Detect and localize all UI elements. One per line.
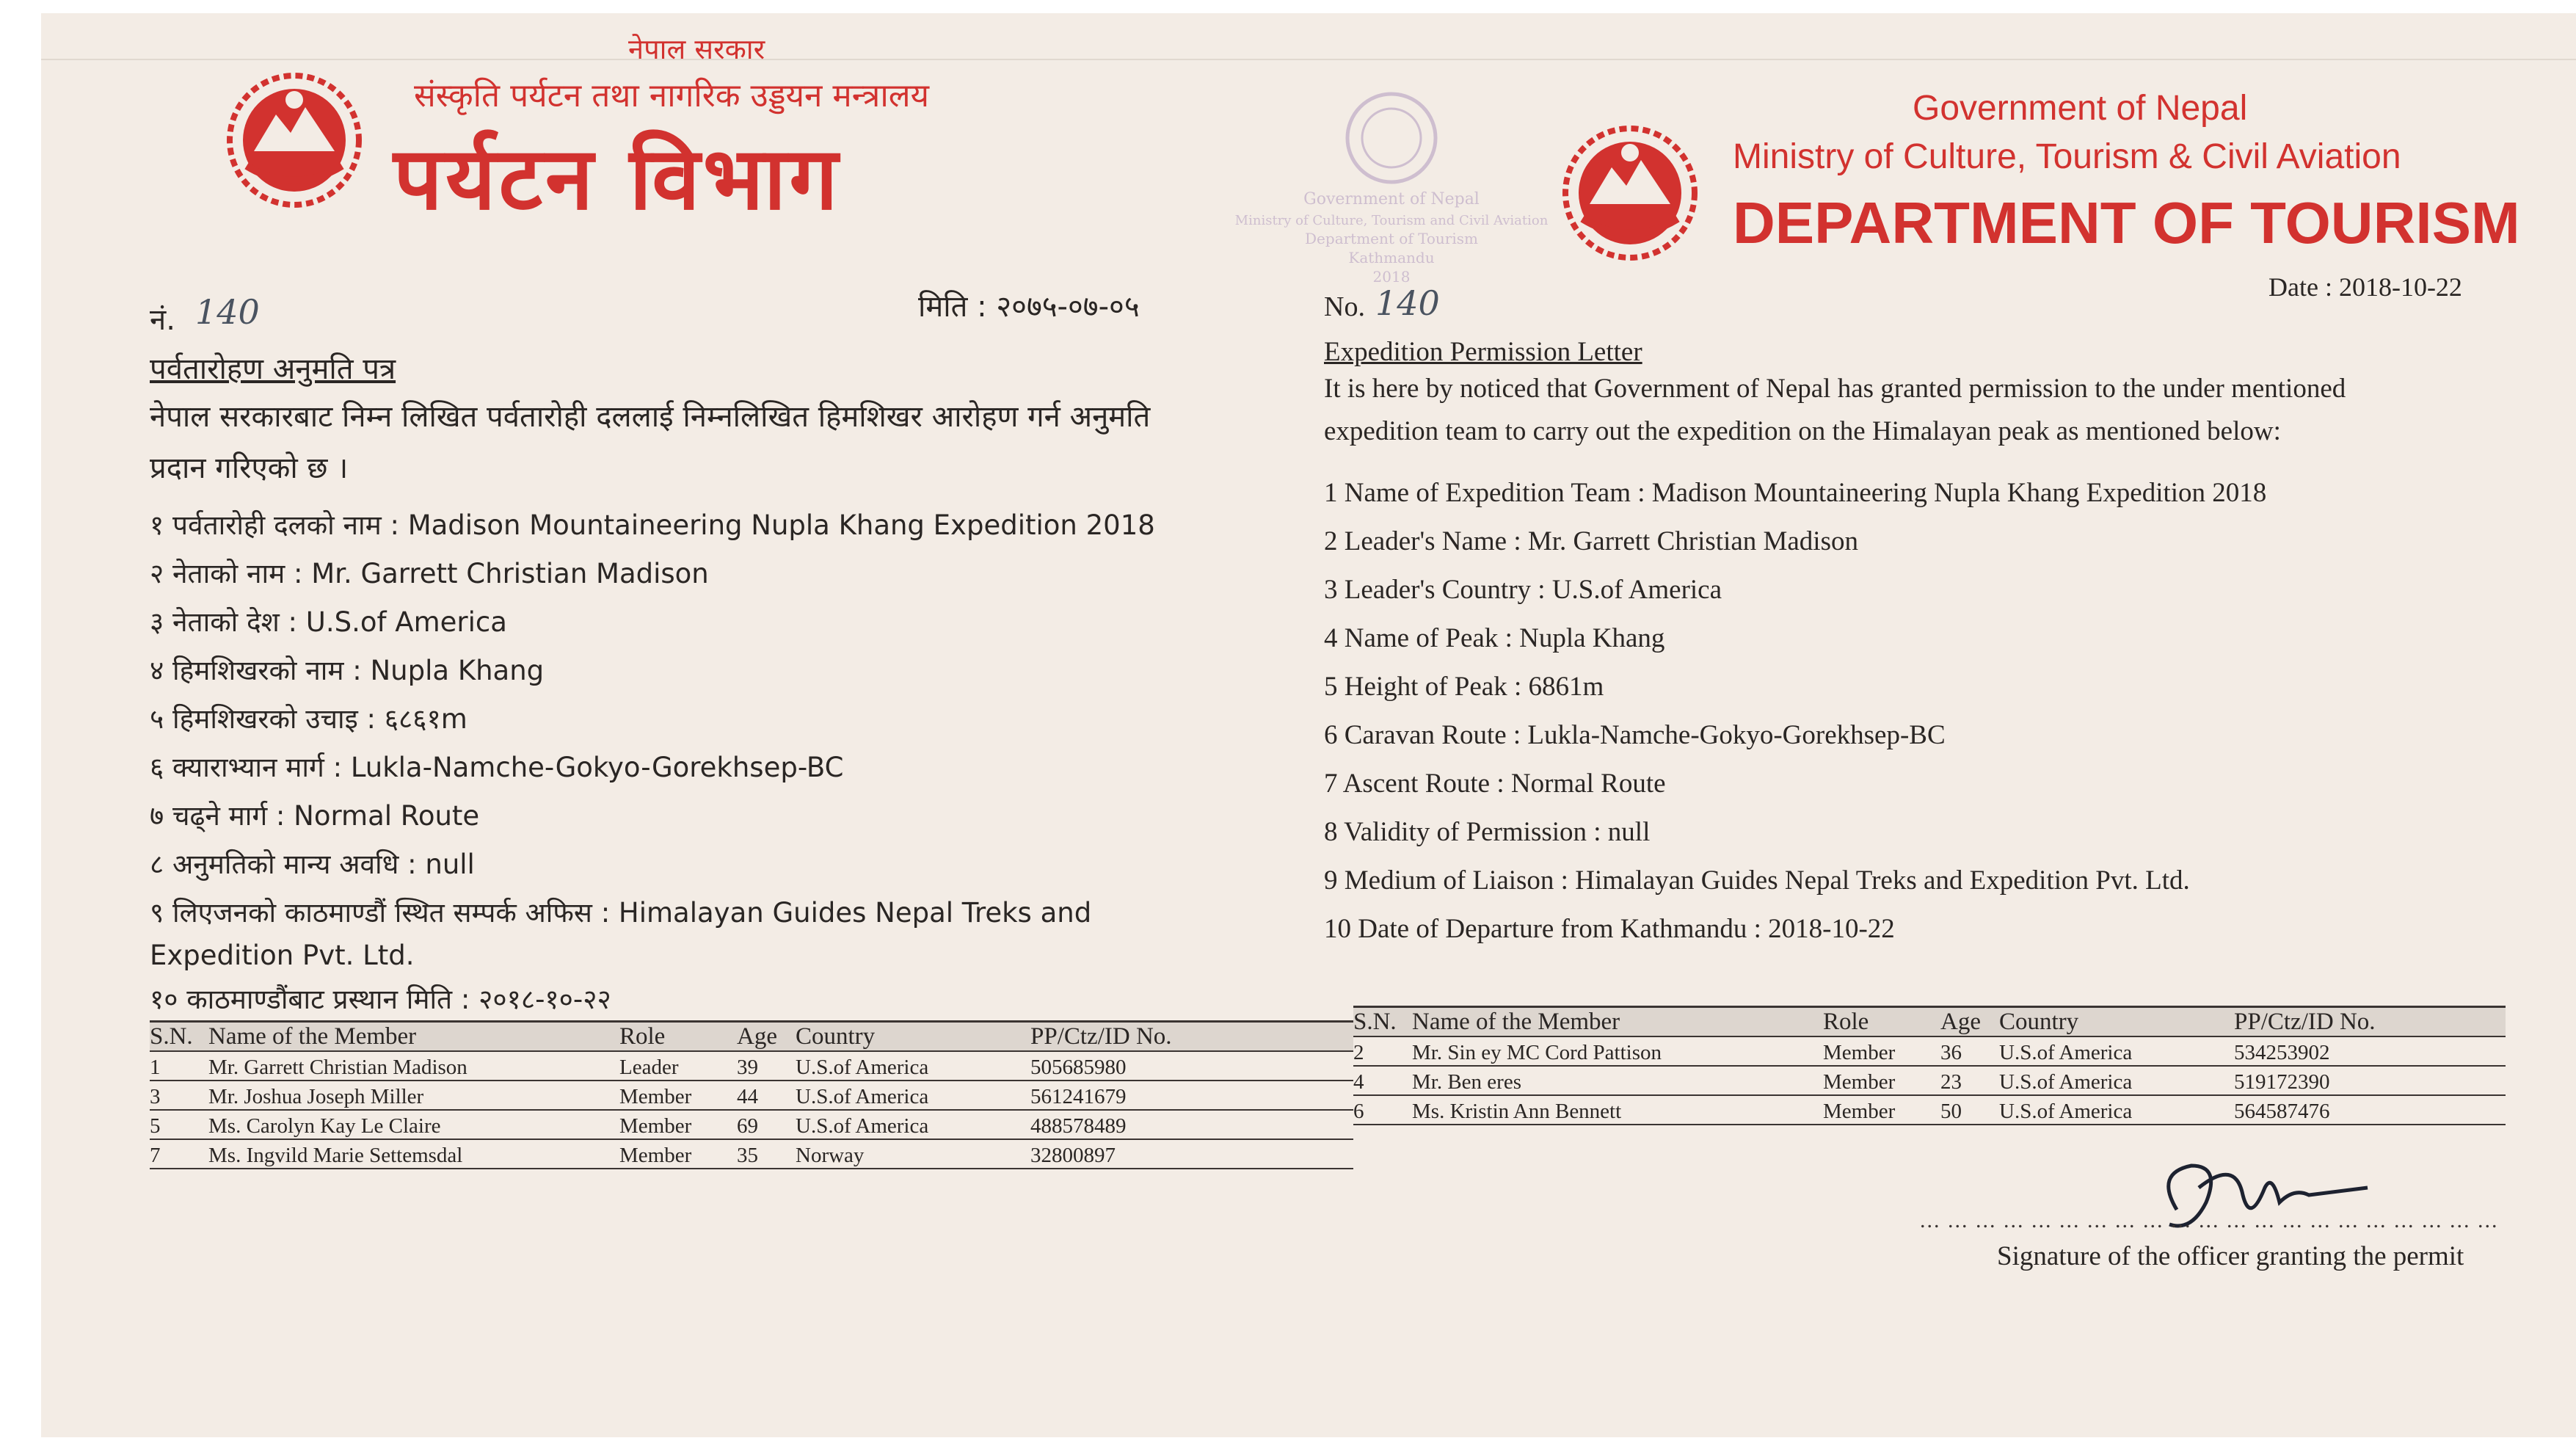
cell-id: 534253902 bbox=[2234, 1041, 2330, 1064]
np-date: मिति : २०७५-०७-०५ bbox=[918, 290, 1140, 324]
table-row bbox=[1353, 1036, 2506, 1066]
en-item: 8 Validity of Permission : null bbox=[1324, 817, 1651, 847]
en-item: 5 Height of Peak : 6861m bbox=[1324, 672, 1604, 702]
table-row bbox=[150, 1051, 1353, 1081]
cell-role: Member bbox=[619, 1144, 692, 1167]
cell-age: 50 bbox=[1940, 1100, 1962, 1123]
header-np-govt: नेपाल सरकार bbox=[628, 33, 765, 65]
en-item: 3 Leader's Country : U.S.of America bbox=[1324, 575, 1722, 605]
cell-id: 561241679 bbox=[1030, 1085, 1127, 1108]
cell-name: Mr. Sin ey MC Cord Pattison bbox=[1412, 1041, 1662, 1064]
header-np-department: पर्यटन विभाग bbox=[393, 128, 841, 229]
en-intro-line2: expedition team to carry out the expedition on the Himalayan peak as mentioned below: bbox=[1324, 416, 2281, 446]
table-header-row bbox=[1353, 1007, 2506, 1037]
cell-age: 39 bbox=[737, 1056, 758, 1079]
header-en-govt: Government of Nepal bbox=[1913, 89, 2248, 128]
np-item: १० काठमाण्डौंबाट प्रस्थान मिति : २०१८-१०-२२ bbox=[150, 984, 611, 1015]
col-header: Age bbox=[737, 1023, 777, 1050]
date-en: Date : 2018-10-22 bbox=[2268, 272, 2462, 302]
cell-role: Member bbox=[619, 1114, 692, 1138]
members-table-left bbox=[150, 1020, 1353, 1169]
en-number-label: No. bbox=[1324, 291, 1365, 322]
cell-id: 505685980 bbox=[1030, 1056, 1127, 1079]
cell-role: Member bbox=[1823, 1070, 1896, 1094]
stamp-line: Government of Nepal bbox=[1303, 190, 1480, 208]
cell-role: Member bbox=[1823, 1041, 1896, 1064]
en-intro-line1: It is here by noticed that Government of Nepal has granted permission to the under mentioned bbox=[1324, 374, 2346, 404]
cell-age: 44 bbox=[737, 1085, 758, 1108]
cell-id: 564587476 bbox=[2234, 1100, 2330, 1123]
en-item: 1 Name of Expedition Team : Madison Mountaineering Nupla Khang Expedition 2018 bbox=[1324, 478, 2267, 508]
col-header: Country bbox=[1999, 1009, 2079, 1035]
cell-country: Norway bbox=[796, 1144, 865, 1167]
nepal-emblem-icon bbox=[1560, 123, 1700, 263]
en-item: 7 Ascent Route : Normal Route bbox=[1324, 769, 1666, 799]
np-number-handwritten: 140 bbox=[195, 292, 260, 332]
col-header: PP/Ctz/ID No. bbox=[1030, 1023, 1172, 1050]
cell-name: Ms. Carolyn Kay Le Claire bbox=[208, 1114, 441, 1138]
nepal-emblem-icon bbox=[225, 70, 364, 210]
np-item: ५ हिमशिखरको उचाइ : ६८६१m bbox=[150, 703, 467, 735]
table-row bbox=[1353, 1095, 2506, 1125]
col-header: Age bbox=[1940, 1009, 1981, 1035]
cell-role: Member bbox=[619, 1085, 692, 1108]
cell-name: Mr. Garrett Christian Madison bbox=[208, 1056, 467, 1079]
cell-sn: 5 bbox=[150, 1114, 161, 1138]
office-stamp bbox=[1234, 43, 1549, 307]
cell-sn: 6 bbox=[1353, 1100, 1364, 1123]
np-intro-line2: प्रदान गरिएको छ । bbox=[150, 451, 349, 485]
np-item: ९ लिएजनको काठमाण्डौं स्थित सम्पर्क अफिस : Himalayan Guides Nepal Treks and bbox=[150, 897, 1092, 929]
table-row bbox=[150, 1139, 1353, 1169]
cell-sn: 3 bbox=[150, 1085, 161, 1108]
table-row bbox=[1353, 1066, 2506, 1095]
np-item: ३ नेताको देश : U.S.of America bbox=[150, 606, 507, 638]
cell-country: U.S.of America bbox=[1999, 1070, 2133, 1094]
cell-role: Member bbox=[1823, 1100, 1896, 1123]
np-intro-line1: नेपाल सरकारबाट निम्न लिखित पर्वतारोही दललाई निम्नलिखित हिमशिखर आरोहण गर्न अनुमति bbox=[150, 400, 1151, 434]
en-item: 4 Name of Peak : Nupla Khang bbox=[1324, 623, 1665, 653]
cell-name: Mr. Joshua Joseph Miller bbox=[208, 1085, 424, 1108]
col-header: Role bbox=[619, 1023, 666, 1050]
stamp-line: Kathmandu bbox=[1348, 249, 1435, 266]
col-header: S.N. bbox=[150, 1023, 193, 1050]
en-number-handwritten: 140 bbox=[1375, 283, 1440, 323]
en-title: Expedition Permission Letter bbox=[1324, 337, 1642, 367]
cell-country: U.S.of America bbox=[1999, 1041, 2133, 1064]
cell-name: Mr. Ben eres bbox=[1412, 1070, 1521, 1094]
cell-country: U.S.of America bbox=[796, 1056, 929, 1079]
table-row bbox=[150, 1110, 1353, 1139]
cell-country: U.S.of America bbox=[1999, 1100, 2133, 1123]
table-header-row bbox=[150, 1022, 1353, 1052]
col-header: Name of the Member bbox=[208, 1023, 417, 1050]
members-table-right bbox=[1353, 1006, 2506, 1125]
cell-age: 36 bbox=[1940, 1041, 1962, 1064]
np-item: ६ क्याराभ्यान मार्ग : Lukla-Namche-Gokyo-Gorekhsep-BC bbox=[150, 752, 844, 783]
cell-name: Ms. Kristin Ann Bennett bbox=[1412, 1100, 1622, 1123]
stamp-line: Department of Tourism bbox=[1305, 230, 1478, 247]
header-en-department: DEPARTMENT OF TOURISM bbox=[1733, 190, 2520, 255]
col-header: Role bbox=[1823, 1009, 1869, 1035]
en-item: 2 Leader's Name : Mr. Garrett Christian Madison bbox=[1324, 526, 1858, 556]
cell-id: 519172390 bbox=[2234, 1070, 2330, 1094]
cell-country: U.S.of America bbox=[796, 1114, 929, 1138]
col-header: Name of the Member bbox=[1412, 1009, 1620, 1035]
cell-country: U.S.of America bbox=[796, 1085, 929, 1108]
cell-id: 488578489 bbox=[1030, 1114, 1127, 1138]
signature-dotted-line: ... ... ... ... ... ... ... ... ... ... ... ... ... ... ... ... ... ... ... ... ... bbox=[1920, 1208, 2499, 1232]
en-item: 6 Caravan Route : Lukla-Namche-Gokyo-Gorekhsep-BC bbox=[1324, 720, 1946, 750]
stamp-line: 2018 bbox=[1372, 268, 1411, 286]
col-header: PP/Ctz/ID No. bbox=[2234, 1009, 2376, 1035]
np-number-label: नं. bbox=[150, 303, 175, 337]
table-row bbox=[150, 1081, 1353, 1110]
signature-label: Signature of the officer granting the permit bbox=[1997, 1241, 2464, 1271]
permit-document bbox=[41, 13, 2576, 1437]
cell-sn: 4 bbox=[1353, 1070, 1364, 1094]
cell-sn: 2 bbox=[1353, 1041, 1364, 1064]
np-item: २ नेताको नाम : Mr. Garrett Christian Madison bbox=[150, 558, 709, 589]
np-item: ४ हिमशिखरको नाम : Nupla Khang bbox=[150, 655, 545, 686]
np-item: ७ चढ्ने मार्ग : Normal Route bbox=[150, 800, 480, 832]
cell-sn: 7 bbox=[150, 1144, 161, 1167]
cell-name: Ms. Ingvild Marie Settemsdal bbox=[208, 1144, 463, 1167]
en-item: 9 Medium of Liaison : Himalayan Guides Nepal Treks and Expedition Pvt. Ltd. bbox=[1324, 865, 2190, 896]
cell-age: 69 bbox=[737, 1114, 758, 1138]
np-item: १ पर्वतारोही दलको नाम : Madison Mountaineering Nupla Khang Expedition 2018 bbox=[150, 509, 1155, 541]
header-en-ministry: Ministry of Culture, Tourism & Civil Aviation bbox=[1733, 137, 2401, 176]
np-item: Expedition Pvt. Ltd. bbox=[150, 940, 415, 971]
np-title: पर्वतारोहण अनुमति पत्र bbox=[150, 352, 396, 386]
header-np-ministry: संस्कृति पर्यटन तथा नागरिक उड्डयन मन्त्रालय bbox=[414, 77, 930, 115]
cell-age: 35 bbox=[737, 1144, 758, 1167]
cell-age: 23 bbox=[1940, 1070, 1962, 1094]
cell-role: Leader bbox=[619, 1056, 679, 1079]
np-item: ८ अनुमतिको मान्य अवधि : null bbox=[150, 849, 475, 880]
col-header: S.N. bbox=[1353, 1009, 1397, 1035]
col-header: Country bbox=[796, 1023, 876, 1050]
cell-sn: 1 bbox=[150, 1056, 161, 1079]
stamp-line: Ministry of Culture, Tourism and Civil Aviation bbox=[1234, 213, 1549, 228]
en-item: 10 Date of Departure from Kathmandu : 2018-10-22 bbox=[1324, 914, 1895, 944]
cell-id: 32800897 bbox=[1030, 1144, 1116, 1167]
